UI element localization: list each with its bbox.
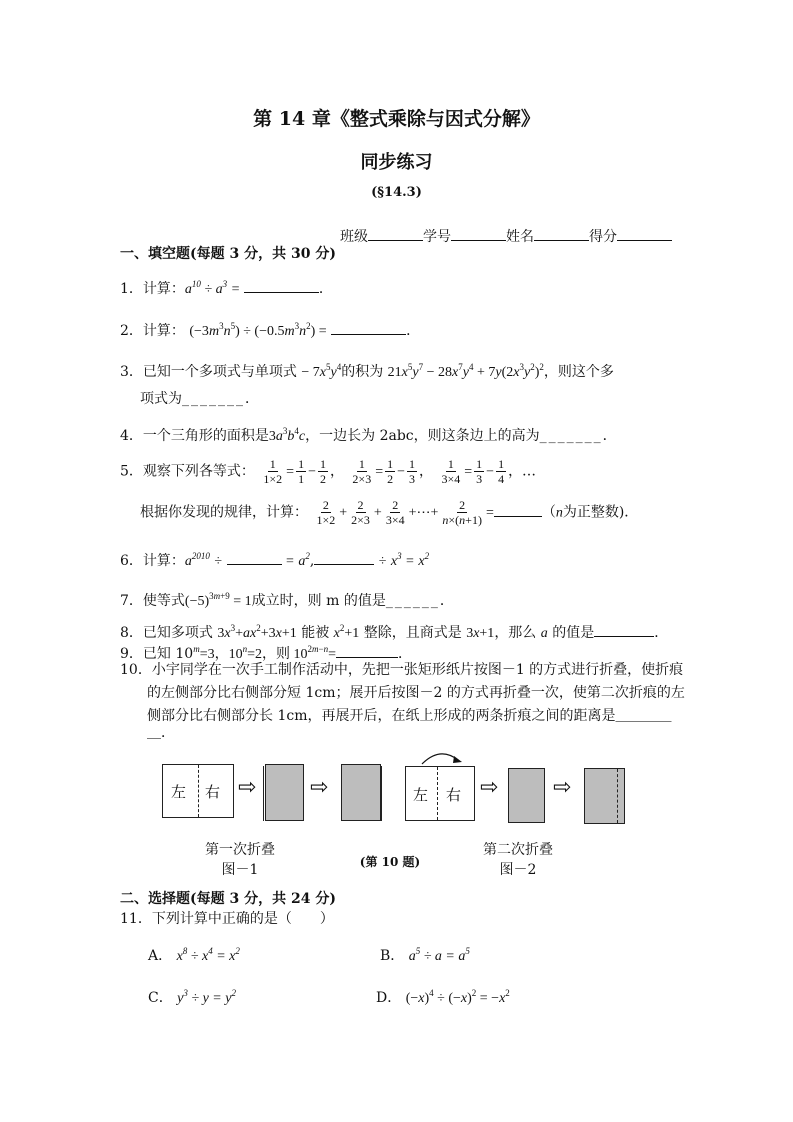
question-5-cont: 根据你发现的规律，计算： $\frac{2}{1\times 2}$ + $\frac{2}{2\times 3}$ + $\frac{2}{3\times 4}$ +⋯+ $\frac{2}{n\times(n+1)}$ = （n为正整数)．: [140, 498, 639, 527]
right-arrow-icon: ⇨: [480, 775, 499, 800]
question-11: 11．下列计算中正确的是（ ）: [120, 911, 334, 927]
option-a: A． $x^8 \div x^4 = x^2$: [148, 946, 240, 964]
question-4: 4．一个三角形的面积是$3a^3b^4c$，一边长为 2abc，则这条边上的高为_______．: [120, 426, 617, 444]
section-number: (§14.3): [371, 185, 422, 200]
curved-arrow-icon: [418, 748, 468, 768]
question-10: 10．小宇同学在一次手工制作活动中，先把一张矩形纸片按图－1 的方式进行折叠，使折痕: [120, 662, 684, 678]
question-5: 5．观察下列各等式： $\frac{1}{1\times 2}$ = $\frac{1}{1}$ − $\frac{1}{2}$ ， $\frac{1}{2\times 3}$ = $\frac{1}{2}$ − $\frac{1}{3}$ ， $\frac{1}{3\times 4}$ = $\frac{1}{3}$ − $\frac{1}{4}$ ，…: [120, 457, 537, 486]
fold-edge: [263, 766, 264, 821]
question-2: 2．计算： $(-3m^3n^5) \div (-0.5m^3n^2)$ = ．: [120, 321, 421, 339]
section1-heading: 一、填空题(每题 3 分，共 30 分): [120, 246, 336, 262]
option-c: C． $y^3 \div y = y^2$: [148, 988, 236, 1006]
right-arrow-icon: ⇨: [238, 775, 257, 800]
right-label: 右: [446, 786, 462, 804]
fold-edge: [381, 766, 382, 821]
question-9: 9．已知 $10^m=3$，$10^n=2$，则 $10^{2m-n}=$ ．: [120, 644, 412, 662]
caption-fold-1: 第一次折叠: [205, 842, 275, 858]
question-3-cont: 项式为_______．: [140, 391, 259, 407]
right-arrow-icon: ⇨: [553, 775, 572, 800]
page-title: 第 14 章《整式乘除与因式分解》: [253, 108, 540, 130]
question-10-line4: ＿．: [147, 725, 175, 741]
folded-paper-3: [508, 768, 545, 823]
fold-line: [617, 769, 618, 823]
folded-paper-2: [341, 764, 381, 821]
question-7: 7．使等式$(-5)^{3m+9} = 1$成立时，则 m 的值是______．: [120, 591, 454, 609]
left-label: 左: [413, 786, 429, 804]
paper-rect-2: [405, 766, 475, 821]
folded-paper-4: [584, 768, 625, 824]
question-6: 6．计算：$a^{2010}$ ÷ = $a^2$, ÷ $x^3 = x^2$: [120, 551, 430, 569]
left-label: 左: [171, 783, 187, 801]
option-b: B． $a^5 \div a = a^5$: [380, 946, 470, 964]
student-info: 班级 学号 姓名 得分: [340, 226, 672, 246]
page-subtitle: 同步练习: [360, 152, 433, 173]
question-3: 3．已知一个多项式与单项式 − $7x^5y^4$的积为 $21x^5y^7 - 28x^7y^4 + 7y(2x^3y^2)^2$，则这个多: [120, 362, 614, 380]
fold-line: [198, 765, 199, 817]
question-10-line3: 侧部分比右侧部分长 1cm，再展开后，在纸上形成的两条折痕之间的距离是＿＿＿＿: [147, 708, 672, 724]
fold-line: [437, 767, 438, 820]
caption-question-10: (第 10 题): [359, 855, 421, 869]
question-10-line2: 的左侧部分比右侧部分短 1cm；展开后按图－2 的方式再折叠一次，使第二次折痕的左: [147, 685, 685, 701]
section2-heading: 二、选择题(每题 3 分，共 24 分): [120, 891, 336, 907]
right-label: 右: [205, 783, 221, 801]
folded-paper-1: [265, 764, 304, 821]
question-8: 8．已知多项式 $3x^3+ax^2+3x+1$ 能被 $x^2+1$ 整除，且商式是 3x+1，那么 a 的值是 ．: [120, 623, 669, 641]
caption-fig-2: 图－2: [499, 862, 537, 878]
paper-rect-1: [162, 764, 234, 818]
option-d: D． $(-x)^4 \div (-x)^2 = -x^2$: [376, 988, 510, 1006]
caption-fig-1: 图－1: [221, 862, 259, 878]
right-arrow-icon: ⇨: [310, 775, 329, 800]
question-1: 1．计算：$a^{10} \div a^3$ = ．: [120, 279, 333, 297]
caption-fold-2: 第二次折叠: [483, 842, 553, 858]
